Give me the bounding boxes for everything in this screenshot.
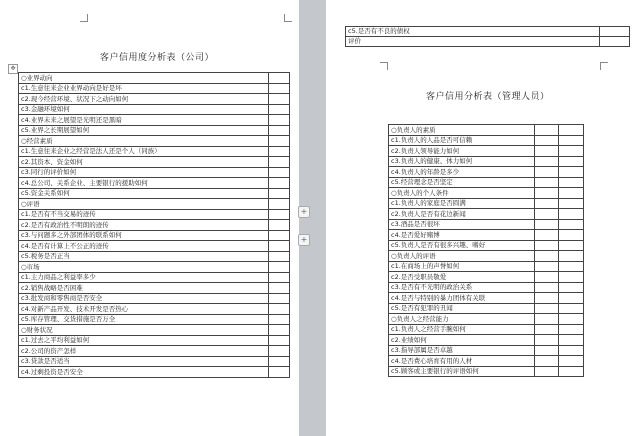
rating-cell[interactable] [269, 251, 290, 262]
add-column-button[interactable]: + [298, 234, 310, 246]
table-row [19, 367, 290, 378]
rating-cell[interactable] [269, 356, 290, 367]
table-row [389, 335, 584, 346]
item-cell[interactable]: c1.生意往来企业之经营是法人还是个人（同族） [19, 146, 269, 157]
table-row [19, 346, 290, 357]
rating-cell[interactable] [600, 27, 630, 37]
rating-cell[interactable] [559, 314, 584, 325]
table-row [389, 230, 584, 241]
item-cell[interactable]: c2.公司的资产怎样 [19, 346, 269, 357]
table-section-row [19, 199, 290, 210]
item-cell[interactable]: c5.顾客或主要银行的评语如何 [389, 366, 535, 377]
section-heading-cell[interactable]: ○业界动向 [19, 73, 269, 84]
table-row [389, 324, 584, 335]
item-cell[interactable]: c2.现今经营环境、状况下之动向如何 [19, 94, 269, 105]
table-row [389, 156, 584, 167]
table-section-row [389, 188, 584, 199]
table-row [19, 167, 290, 178]
item-cell[interactable]: c4.过剩投资是否安全 [19, 367, 269, 378]
table-section-row [19, 325, 290, 336]
item-cell[interactable]: c2.负责人领导能力如何 [389, 146, 535, 157]
item-cell[interactable]: c2.是否有政治性不明朗的迹传 [19, 220, 269, 231]
table-row [389, 272, 584, 283]
section-heading-cell[interactable]: ○负责人的个人条件 [389, 188, 535, 199]
rating-cell[interactable] [535, 282, 559, 293]
item-cell[interactable]: c4.对新产品开发、技术开发是否热心 [19, 304, 269, 315]
item-cell[interactable]: c5.负责人是否有很多兴趣、嗜好 [389, 240, 535, 251]
item-cell[interactable]: c4.业界未来之展望是光明还是黑暗 [19, 115, 269, 126]
rating-cell[interactable] [559, 156, 584, 167]
item-cell[interactable]: c3.批发商和零售商是否安全 [19, 293, 269, 304]
rating-cell[interactable] [559, 303, 584, 314]
rating-cell[interactable] [535, 167, 559, 178]
section-heading-cell[interactable]: ○负责人的素质 [389, 125, 535, 136]
rating-cell[interactable] [559, 177, 584, 188]
rating-cell[interactable] [559, 282, 584, 293]
table-row [19, 230, 290, 241]
rating-cell[interactable] [559, 209, 584, 220]
rating-cell[interactable] [535, 251, 559, 262]
table-row [389, 167, 584, 178]
rating-cell[interactable] [269, 115, 290, 126]
rating-cell[interactable] [269, 335, 290, 346]
table-section-row [19, 136, 290, 147]
rating-cell[interactable] [559, 356, 584, 367]
item-cell[interactable]: c5.是否有不良的债权 [346, 27, 600, 37]
item-cell[interactable]: c2.业绩如何 [389, 335, 535, 346]
rating-cell[interactable] [535, 219, 559, 230]
item-cell[interactable]: c4.总公司、关系企业、主要银行的援助如何 [19, 178, 269, 189]
rating-cell[interactable] [559, 251, 584, 262]
rating-cell[interactable] [269, 272, 290, 283]
item-cell[interactable]: c3.金融环境如何 [19, 104, 269, 115]
rating-cell[interactable] [535, 324, 559, 335]
table-row [389, 198, 584, 209]
rating-cell[interactable] [269, 83, 290, 94]
item-cell[interactable]: c3.是否有不光明的政治关系 [389, 282, 535, 293]
table-row [346, 37, 630, 47]
rating-cell[interactable] [559, 230, 584, 241]
table-row [389, 293, 584, 304]
item-cell[interactable]: c4.是否爱好赌博 [389, 230, 535, 241]
page-title: 客户信用分析表（管理人员） [426, 92, 550, 102]
document-page-right [326, 0, 640, 436]
table-row [389, 146, 584, 157]
table-row [19, 220, 290, 231]
rating-cell[interactable] [559, 125, 584, 136]
item-cell[interactable]: c1.负责人之经营手腕如何 [389, 324, 535, 335]
rating-cell[interactable] [535, 366, 559, 377]
rating-cell[interactable] [535, 135, 559, 146]
table-section-row [19, 73, 290, 84]
table-row [19, 178, 290, 189]
table-row [389, 219, 584, 230]
margin-corner-mark [80, 14, 88, 22]
table-row [19, 241, 290, 252]
item-cell[interactable]: c3.与问题多之外部团体的联系如何 [19, 230, 269, 241]
rating-cell[interactable] [269, 125, 290, 136]
rating-cell[interactable] [535, 177, 559, 188]
item-cell[interactable]: c5.是否有犯罪的丑闻 [389, 303, 535, 314]
item-cell[interactable]: c3.酒品是否很坏 [389, 219, 535, 230]
rating-cell[interactable] [535, 335, 559, 346]
table-row [389, 209, 584, 220]
rating-cell[interactable] [559, 219, 584, 230]
section-heading-cell[interactable]: ○负责人之经营能力 [389, 314, 535, 325]
rating-cell[interactable] [535, 303, 559, 314]
item-cell[interactable]: c5.资金关系如何 [19, 188, 269, 199]
rating-cell[interactable] [535, 230, 559, 241]
table-row [389, 303, 584, 314]
item-cell[interactable]: c1.在商场上的声誉如何 [389, 261, 535, 272]
table-row [19, 356, 290, 367]
rating-cell[interactable] [269, 209, 290, 220]
item-cell[interactable]: c5.经营理念是否坚定 [389, 177, 535, 188]
section-heading-cell[interactable]: ○市场 [19, 262, 269, 273]
item-cell[interactable]: c5.库存管理、交货措施是否万全 [19, 314, 269, 325]
table-row [389, 240, 584, 251]
rating-cell[interactable] [559, 146, 584, 157]
table-row [19, 125, 290, 136]
table-row [389, 345, 584, 356]
section-heading-cell[interactable]: ○负责人的评语 [389, 251, 535, 262]
item-cell[interactable]: c1.负责人的家庭是否圆满 [389, 198, 535, 209]
table-row [19, 272, 290, 283]
credit-table-company [18, 72, 290, 378]
table-row [19, 304, 290, 315]
section-heading-cell[interactable]: ○财务状况 [19, 325, 269, 336]
rating-cell[interactable] [535, 314, 559, 325]
section-heading-cell[interactable]: ○经营素质 [19, 136, 269, 147]
item-cell[interactable]: c4.负责人的年龄是多少 [389, 167, 535, 178]
rating-cell[interactable] [269, 367, 290, 378]
item-cell[interactable]: c5.业界之长期展望如何 [19, 125, 269, 136]
rating-cell[interactable] [535, 198, 559, 209]
rating-cell[interactable] [559, 366, 584, 377]
credit-table-management [388, 124, 584, 377]
rating-cell[interactable] [269, 314, 290, 325]
credit-table-company-continued [345, 26, 630, 47]
item-cell[interactable]: c1.主力商品之利益率多少 [19, 272, 269, 283]
item-cell[interactable]: c4.是否与特别的暴力团体有关联 [389, 293, 535, 304]
rating-cell[interactable] [269, 230, 290, 241]
rating-cell[interactable] [535, 261, 559, 272]
rating-cell[interactable] [535, 240, 559, 251]
rating-cell[interactable] [559, 293, 584, 304]
item-cell[interactable]: c1.过去之平均利益如何 [19, 335, 269, 346]
rating-cell[interactable] [535, 125, 559, 136]
table-row [19, 157, 290, 168]
section-heading-cell[interactable]: ○评语 [19, 199, 269, 210]
rating-cell[interactable] [535, 293, 559, 304]
rating-cell[interactable] [600, 37, 630, 47]
table-row [19, 104, 290, 115]
item-cell[interactable]: 评价 [346, 37, 600, 47]
table-row [19, 209, 290, 220]
rating-cell[interactable] [559, 167, 584, 178]
add-column-button[interactable]: + [298, 206, 310, 218]
table-section-row [389, 314, 584, 325]
table-row [19, 283, 290, 294]
table-row [389, 356, 584, 367]
table-row [19, 293, 290, 304]
item-cell[interactable]: c3.同行的评价如何 [19, 167, 269, 178]
rating-cell[interactable] [269, 346, 290, 357]
item-cell[interactable]: c3.负责人的健康、体力如何 [389, 156, 535, 167]
item-cell[interactable]: c4.是否费心培育有用的人材 [389, 356, 535, 367]
item-cell[interactable]: c2.是否受职员敬爱 [389, 272, 535, 283]
rating-cell[interactable] [269, 241, 290, 252]
item-cell[interactable]: c3.指导部属是否卓越 [389, 345, 535, 356]
rating-cell[interactable] [269, 293, 290, 304]
rating-cell[interactable] [269, 188, 290, 199]
table-row [19, 251, 290, 262]
rating-cell[interactable] [269, 283, 290, 294]
item-cell[interactable]: c2.其资本、资金如何 [19, 157, 269, 168]
rating-cell[interactable] [269, 167, 290, 178]
table-row [389, 177, 584, 188]
rating-cell[interactable] [535, 272, 559, 283]
table-row [389, 261, 584, 272]
rating-cell[interactable] [559, 345, 584, 356]
rating-cell[interactable] [559, 198, 584, 209]
table-section-row [389, 251, 584, 262]
rating-cell[interactable] [269, 146, 290, 157]
rating-cell[interactable] [559, 188, 584, 199]
table-section-row [389, 125, 584, 136]
table-row [19, 188, 290, 199]
rating-cell[interactable] [269, 262, 290, 273]
rating-cell[interactable] [535, 345, 559, 356]
rating-cell[interactable] [535, 188, 559, 199]
table-section-row [19, 262, 290, 273]
table-row [19, 335, 290, 346]
table-row [389, 282, 584, 293]
rating-cell[interactable] [535, 146, 559, 157]
rating-cell[interactable] [269, 136, 290, 147]
table-move-handle-icon[interactable]: ✥ [8, 64, 18, 74]
item-cell[interactable]: c1.生意往来企业业界动向是好是坏 [19, 83, 269, 94]
rating-cell[interactable] [269, 157, 290, 168]
margin-corner-mark [284, 14, 292, 22]
rating-cell[interactable] [535, 156, 559, 167]
rating-cell[interactable] [559, 261, 584, 272]
margin-corner-mark [600, 62, 608, 70]
rating-cell[interactable] [269, 325, 290, 336]
item-cell[interactable]: c2.负责人是否有花边新闻 [389, 209, 535, 220]
table-row [19, 146, 290, 157]
table-row [389, 366, 584, 377]
rating-cell[interactable] [559, 272, 584, 283]
table-row [346, 27, 630, 37]
item-cell[interactable]: c2.销售战略是否困难 [19, 283, 269, 294]
rating-cell[interactable] [269, 94, 290, 105]
rating-cell[interactable] [269, 220, 290, 231]
table-row [19, 314, 290, 325]
rating-cell[interactable] [269, 304, 290, 315]
rating-cell[interactable] [559, 335, 584, 346]
item-cell[interactable]: c1.是否有不当交易的迹传 [19, 209, 269, 220]
item-cell[interactable]: c4.是否有计算上不公正的迹传 [19, 241, 269, 252]
table-row [19, 115, 290, 126]
page-title: 客户信用度分析表（公司） [100, 53, 215, 63]
item-cell[interactable]: c3.贷款是否适当 [19, 356, 269, 367]
rating-cell[interactable] [559, 135, 584, 146]
rating-cell[interactable] [269, 199, 290, 210]
document-page-left [0, 0, 299, 436]
rating-cell[interactable] [269, 104, 290, 115]
margin-corner-mark [380, 62, 388, 70]
rating-cell[interactable] [269, 178, 290, 189]
item-cell[interactable]: c1.负责人的人品是否可信赖 [389, 135, 535, 146]
table-row [389, 135, 584, 146]
rating-cell[interactable] [535, 209, 559, 220]
rating-cell[interactable] [269, 73, 290, 84]
rating-cell[interactable] [559, 240, 584, 251]
table-row [19, 83, 290, 94]
page-gap [299, 0, 326, 436]
item-cell[interactable]: c5.税务是否正当 [19, 251, 269, 262]
rating-cell[interactable] [535, 356, 559, 367]
rating-cell[interactable] [559, 324, 584, 335]
table-row [19, 94, 290, 105]
